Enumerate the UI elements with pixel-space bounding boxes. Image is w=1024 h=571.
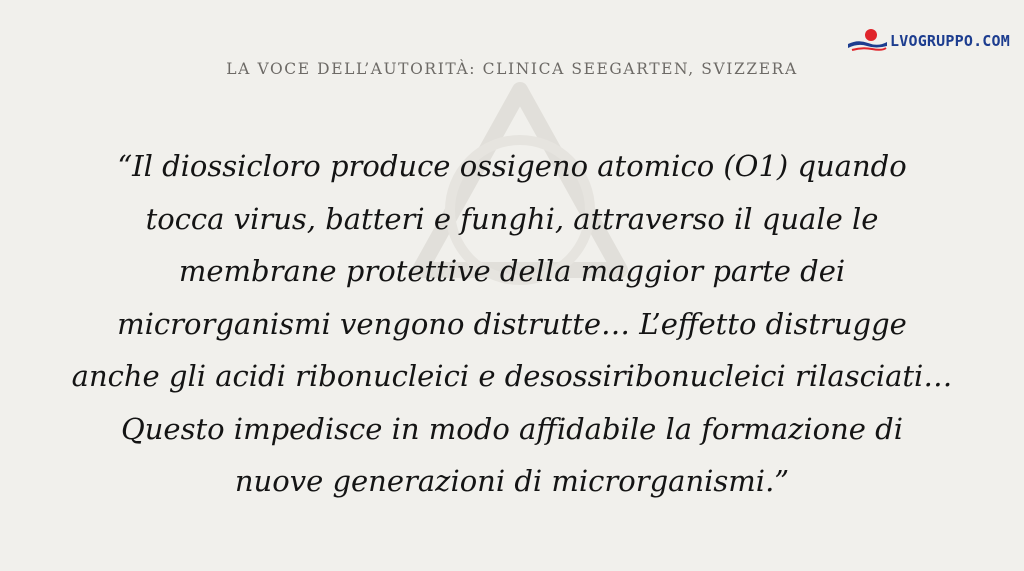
quote-line: anche gli acidi ribonucleici e desossiribonucleici rilasciati… [71, 359, 953, 393]
quote-line: membrane protettive della maggior parte dei [178, 254, 846, 288]
quote-line: nuove generazioni di microrganismi.” [234, 464, 790, 498]
quote-line: tocca virus, batteri e funghi, attraverso il quale le [145, 201, 879, 236]
quote-block [40, 140, 984, 508]
site-logo[interactable] [846, 28, 1010, 54]
source-subtitle: LA VOCE DELL’AUTORITÀ: CLINICA SEEGARTEN, SVIZZERA [226, 60, 798, 78]
logo-text: LVOGRUPPO.COM [890, 32, 1010, 50]
quote-line: Questo impedisce in modo affidabile la formazione di [120, 411, 904, 446]
quote-line: “Il diossicloro produce ossigeno atomico (O1) quando [117, 149, 907, 183]
swimmer-logo-icon [846, 28, 888, 54]
quote-line: microrganismi vengono distrutte… L’effetto distrugge [117, 306, 907, 341]
